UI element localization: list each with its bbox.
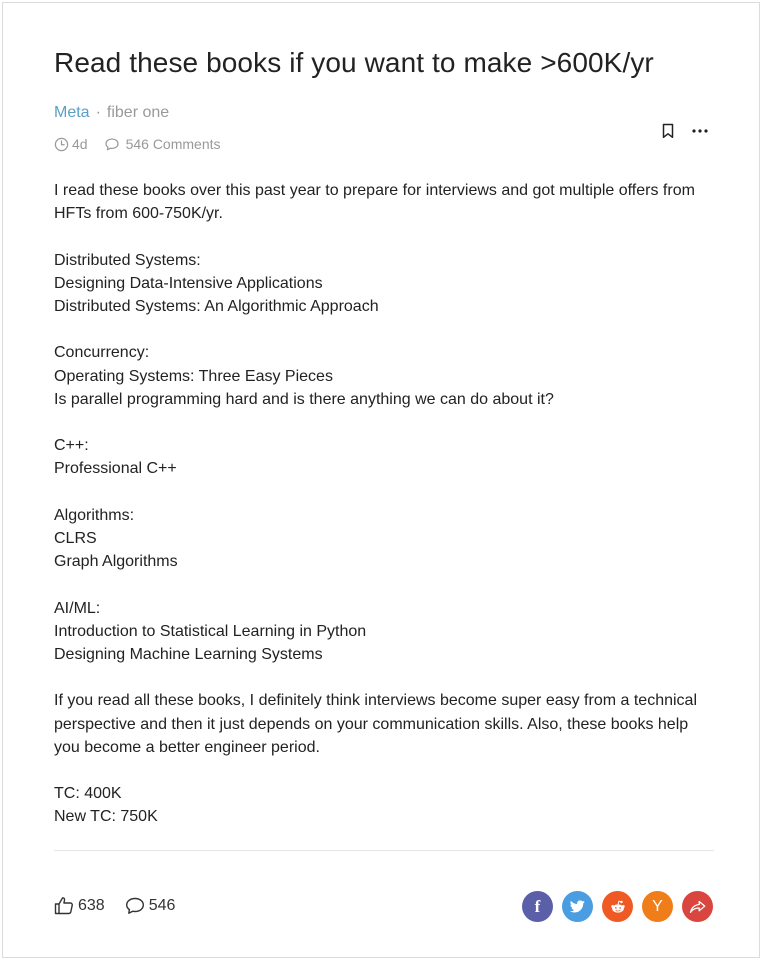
post-card — [2, 2, 760, 958]
comment-icon — [104, 137, 120, 152]
body-line: New TC: 750K — [54, 808, 158, 826]
twitter-share-button[interactable] — [562, 891, 593, 922]
company-link[interactable]: Meta — [54, 104, 90, 121]
body-paragraph — [54, 249, 714, 319]
body-line: Professional C++ — [54, 460, 177, 478]
body-line: Introduction to Statistical Learning in Python — [54, 622, 367, 640]
body-line: If you read all these books, I definitely think interviews become super easy from a technical perspective and then it just depends on your communication skills. Also, these books help you become a better engineer period. — [54, 692, 697, 756]
post-stats — [54, 136, 221, 152]
clock-icon — [54, 137, 69, 152]
body-paragraph — [54, 597, 714, 667]
body-paragraph — [54, 504, 714, 574]
body-line: Distributed Systems: — [54, 251, 201, 269]
body-line: Distributed Systems: An Algorithmic Approach — [54, 298, 379, 315]
hackernews-icon: Y — [652, 897, 663, 915]
share-button[interactable] — [682, 891, 713, 922]
meta-separator: · — [95, 104, 101, 121]
like-button[interactable] — [54, 896, 105, 915]
bookmark-button[interactable] — [659, 122, 677, 140]
twitter-icon — [570, 900, 585, 913]
reddit-share-button[interactable] — [602, 891, 633, 922]
body-paragraph — [54, 179, 714, 225]
post-age — [54, 136, 88, 152]
body-line: Is parallel programming hard and is there anything we can do about it? — [54, 390, 554, 408]
post-footer — [54, 896, 175, 915]
comment-icon — [125, 897, 145, 915]
divider — [54, 850, 714, 851]
author-name[interactable]: fiber one — [106, 104, 170, 121]
body-line: CLRS — [54, 529, 97, 547]
body-paragraph — [54, 689, 714, 759]
body-line: Designing Machine Learning Systems — [54, 645, 323, 663]
post-title: Read these books if you want to make >600K/yr — [54, 47, 654, 78]
reddit-icon — [610, 900, 626, 914]
post-meta — [54, 104, 169, 122]
post-age-label: 4d — [72, 136, 88, 152]
thumbs-up-icon — [54, 896, 74, 915]
comment-button[interactable] — [125, 897, 176, 915]
body-paragraph — [54, 782, 714, 828]
body-line: Algorithms: — [54, 506, 135, 524]
more-button[interactable] — [691, 122, 709, 140]
post-body — [54, 179, 714, 829]
body-paragraph — [54, 341, 714, 411]
facebook-icon: f — [534, 896, 541, 916]
comment-count: 546 — [148, 896, 176, 914]
like-count: 638 — [78, 896, 105, 914]
more-icon — [692, 129, 708, 133]
body-line: Concurrency: — [54, 344, 150, 362]
body-paragraph — [54, 434, 714, 480]
body-line: I read these books over this past year to prepare for interviews and got multiple offers from HFTs from 600-750K/yr. — [54, 182, 695, 223]
body-line: Designing Data-Intensive Applications — [54, 274, 323, 292]
share-arrow-icon — [689, 900, 706, 914]
body-line: Operating Systems: Three Easy Pieces — [54, 367, 333, 385]
comments-count[interactable] — [104, 136, 221, 152]
hackernews-share-button[interactable] — [642, 891, 673, 922]
comments-count-label: 546 Comments — [125, 136, 221, 152]
post-actions — [659, 122, 709, 140]
body-line: C++: — [54, 437, 89, 455]
body-line: TC: 400K — [54, 785, 122, 803]
body-line: Graph Algorithms — [54, 553, 178, 571]
body-line: AI/ML: — [54, 599, 101, 617]
facebook-share-button[interactable] — [522, 891, 553, 922]
share-buttons — [522, 891, 713, 922]
bookmark-icon — [661, 123, 675, 139]
